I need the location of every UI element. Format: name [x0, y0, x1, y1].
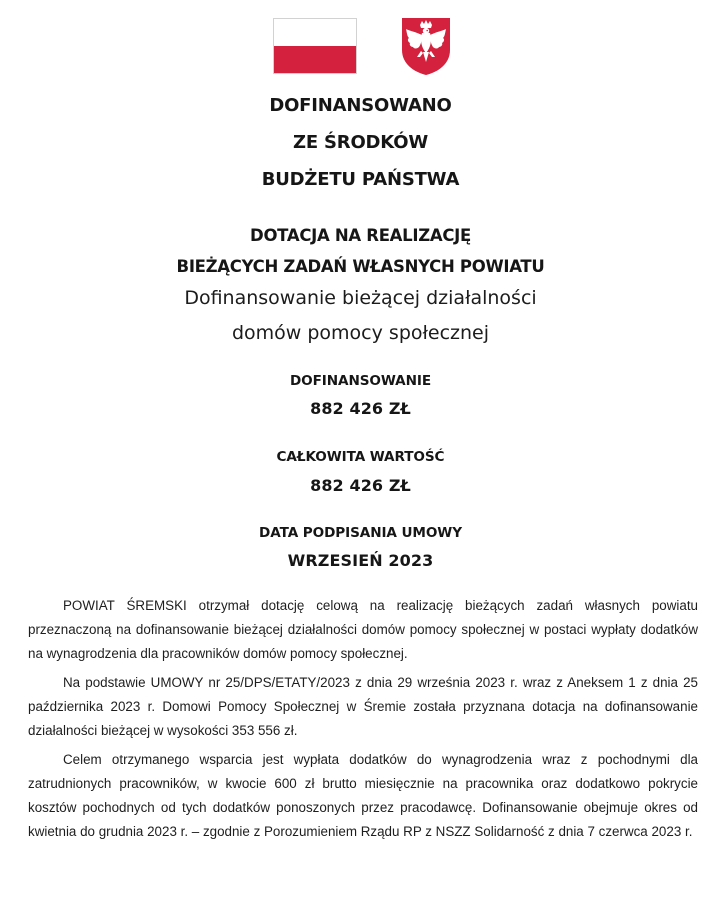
funding-label: DOFINANSOWANIE [289, 373, 432, 389]
header-line-1: DOFINANSOWANO [269, 95, 452, 116]
emblems [0, 16, 721, 78]
program-subtitle-line-2: domów pomocy społecznej [231, 322, 490, 344]
polish-flag-icon [273, 18, 357, 74]
program-subtitle-line-1: Dofinansowanie bieżącej działalności [184, 287, 537, 309]
funding-value: 882 426 ZŁ [310, 399, 411, 418]
paragraph-2: Na podstawie UMOWY nr 25/DPS/ETATY/2023 z dnia 29 września 2023 r. wraz z Aneksem 1 z dnia 25 października 2023 r. Domowi Pomocy Społecznej w Śremie została przyznana dotacja na dofinansowanie działalności bieżącej w wysokości 353 556 zł. [28, 675, 698, 738]
program-title-line-1: DOTACJA NA REALIZACJĘ [250, 226, 471, 245]
total-value: 882 426 ZŁ [310, 476, 411, 495]
coat-of-arms-icon [400, 16, 452, 76]
signing-date-value: WRZESIEŃ 2023 [287, 551, 434, 570]
program-title-line-2: BIEŻĄCYCH ZADAŃ WŁASNYCH POWIATU [176, 257, 545, 276]
signing-date-label: DATA PODPISANIA UMOWY [259, 525, 462, 541]
total-value-label: CAŁKOWITA WARTOŚĆ [276, 449, 445, 465]
header-line-2: ZE ŚRODKÓW [293, 132, 428, 153]
description [28, 594, 698, 844]
paragraph-1: POWIAT ŚREMSKI otrzymał dotację celową na realizację bieżących zadań własnych powiatu przeznaczoną na dofinansowanie bieżącej działalności domów pomocy społecznej w postaci wypłaty dodatków na wynagrodzenia dla pracowników domów pomocy społecznej. [28, 598, 698, 661]
paragraph-3: Celem otrzymanego wsparcia jest wypłata dodatków do wynagrodzenia wraz z pochodnymi dla zatrudnionych pracowników, w kwocie 600 zł brutto miesięcznie na pracownika oraz dodatkowo pokrycie kosztów pochodnych od tych dodatków ponoszonych przez pracodawcę. Dofinansowanie obejmuje okres od kwietnia do grudnia 2023 r. – zgodnie z Porozumieniem Rządu RP z NSZZ Solidarność z dnia 7 czerwca 2023 r. [28, 752, 698, 839]
header-line-3: BUDŻETU PAŃSTWA [261, 169, 460, 190]
